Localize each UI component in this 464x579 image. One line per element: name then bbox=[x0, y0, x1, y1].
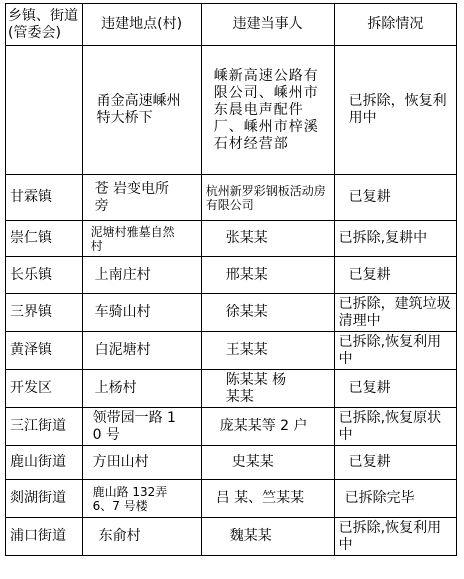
cell-location: 东俞村 bbox=[82, 518, 201, 556]
cell-status: 已复耕 bbox=[334, 175, 456, 221]
cell-party: 杭州新罗彩钢板活动房有限公司 bbox=[201, 175, 334, 221]
demolition-table bbox=[5, 3, 457, 556]
cell-location: 苍 岩变电所旁 bbox=[82, 175, 201, 221]
cell-location: 鹿山路 132弄 6、7 号楼 bbox=[82, 480, 201, 518]
table-row bbox=[6, 480, 457, 518]
table-row bbox=[6, 518, 457, 556]
cell-town: 浦口街道 bbox=[6, 518, 83, 556]
cell-status: 已拆除，恢复利用中 bbox=[334, 46, 456, 175]
cell-status: 已拆除完毕 bbox=[334, 480, 456, 518]
cell-party: 邢某某 bbox=[201, 257, 334, 294]
table-row bbox=[6, 46, 457, 175]
cell-location: 方田山村 bbox=[82, 446, 201, 480]
cell-party: 徐某某 bbox=[201, 294, 334, 332]
cell-location: 泥塘村雅墓自然村 bbox=[82, 221, 201, 257]
cell-status: 已拆除,复耕中 bbox=[334, 221, 456, 257]
cell-location: 甬金高速嵊州特大桥下 bbox=[82, 46, 201, 175]
cell-party: 嵊新高速公路有限公司、嵊州市东晨电声配件厂、嵊州市梓溪石材经营部 bbox=[201, 46, 334, 175]
table-row bbox=[6, 175, 457, 221]
table-row bbox=[6, 332, 457, 370]
cell-status: 已复耕 bbox=[334, 257, 456, 294]
cell-town: 开发区 bbox=[6, 370, 83, 408]
cell-party: 史某某 bbox=[201, 446, 334, 480]
cell-party: 魏某某 bbox=[201, 518, 334, 556]
cell-location: 车骑山村 bbox=[82, 294, 201, 332]
table-row bbox=[6, 370, 457, 408]
cell-party: 张某某 bbox=[201, 221, 334, 257]
cell-location: 上杨村 bbox=[82, 370, 201, 408]
table-row bbox=[6, 408, 457, 446]
table-row bbox=[6, 446, 457, 480]
demolition-table-page bbox=[5, 3, 457, 569]
cell-town: 三界镇 bbox=[6, 294, 83, 332]
header-location: 违建地点(村) bbox=[82, 4, 201, 46]
table-row bbox=[6, 257, 457, 294]
table-row bbox=[6, 221, 457, 257]
cell-town: 甘霖镇 bbox=[6, 175, 83, 221]
cell-status: 已拆除，建筑垃圾清理中 bbox=[334, 294, 456, 332]
table-row bbox=[6, 294, 457, 332]
cell-town: 黄泽镇 bbox=[6, 332, 83, 370]
cell-town: 崇仁镇 bbox=[6, 221, 83, 257]
cell-party: 庞某某等 2 户 bbox=[201, 408, 334, 446]
cell-location: 上南庄村 bbox=[82, 257, 201, 294]
header-party: 违建当事人 bbox=[201, 4, 334, 46]
cell-location: 领带园一路 10 号 bbox=[82, 408, 201, 446]
cell-status: 已复耕 bbox=[334, 370, 456, 408]
cell-status: 已拆除,恢复原状中 bbox=[334, 408, 456, 446]
cell-town: 鹿山街道 bbox=[6, 446, 83, 480]
cell-status: 已复耕 bbox=[334, 446, 456, 480]
cell-party: 王某某 bbox=[201, 332, 334, 370]
cell-town bbox=[6, 46, 83, 175]
cell-party: 吕 某、竺某某 bbox=[201, 480, 334, 518]
cell-town: 剡湖街道 bbox=[6, 480, 83, 518]
table-header-row bbox=[6, 4, 457, 46]
cell-location: 白泥塘村 bbox=[82, 332, 201, 370]
cell-status: 已拆除,恢复利用中 bbox=[334, 518, 456, 556]
cell-town: 长乐镇 bbox=[6, 257, 83, 294]
cell-status: 已拆除,恢复利用中 bbox=[334, 332, 456, 370]
cell-party: 陈某某 杨某某 bbox=[201, 370, 334, 408]
header-status: 拆除情况 bbox=[334, 4, 456, 46]
cell-town: 三江街道 bbox=[6, 408, 83, 446]
header-town: 乡镇、街道(管委会) bbox=[6, 4, 83, 46]
